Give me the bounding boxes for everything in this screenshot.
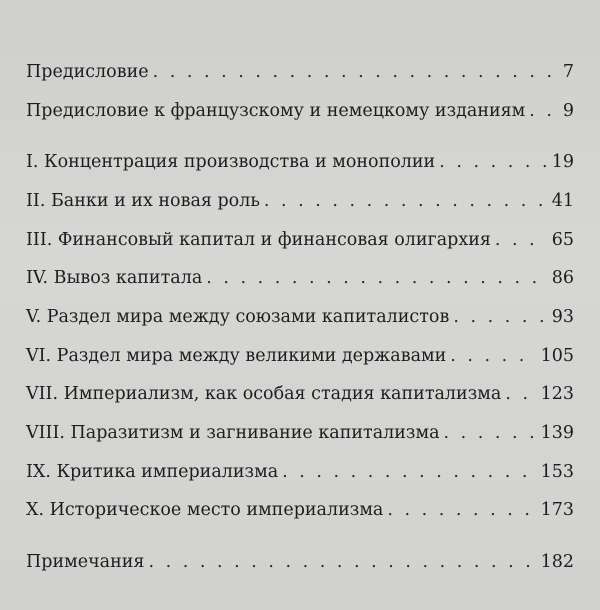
toc-entry-title: II. Банки и их новая роль	[26, 191, 260, 211]
toc-entry-page: 139	[540, 423, 574, 443]
toc-entry-chapter-6	[26, 341, 574, 371]
toc-entry-chapter-9	[26, 457, 574, 487]
bleed-through-text	[230, 6, 560, 28]
toc-entry-title: VII. Империализм, как особая стадия капитализма	[26, 384, 502, 404]
toc-entry-chapter-4	[26, 263, 574, 293]
toc-entry-chapter-1	[26, 147, 574, 177]
toc-entry-chapter-8	[26, 418, 574, 448]
dot-leader	[264, 186, 548, 216]
toc-entry-page: 65	[551, 230, 574, 250]
toc-entry-chapter-7	[26, 379, 574, 409]
dot-leader	[529, 96, 559, 126]
toc-entry-page: 86	[551, 268, 574, 288]
toc-entry-page: 41	[551, 191, 574, 211]
toc-entry-title: IX. Критика империализма	[26, 462, 279, 482]
dot-leader	[148, 547, 536, 577]
toc-entry-title: IV. Вывоз капитала	[26, 268, 203, 288]
toc-entry-chapter-2	[26, 186, 574, 216]
toc-entry-title: X. Историческое место империализма	[26, 500, 384, 520]
toc-entry-title: III. Финансовый капитал и финансовая олигархия	[26, 230, 491, 250]
dot-leader	[387, 495, 536, 525]
toc-entry-notes	[26, 547, 574, 577]
dot-leader	[206, 263, 547, 293]
toc-entry-title: Примечания	[26, 552, 145, 572]
toc-entry-page: 93	[551, 307, 574, 327]
dot-leader	[495, 225, 548, 255]
toc-entry-chapter-3	[26, 225, 574, 255]
toc-entry-page: 7	[562, 62, 574, 82]
toc-entry-chapter-10	[26, 495, 574, 525]
toc-entry-title: V. Раздел мира между союзами капиталистов	[26, 307, 450, 327]
toc-entry-preface	[26, 57, 574, 87]
dot-leader	[453, 302, 547, 332]
toc-entry-page: 153	[540, 462, 574, 482]
toc-entry-title: VIII. Паразитизм и загнивание капитализма	[26, 423, 440, 443]
toc-entry-preface-editions	[26, 96, 574, 126]
toc-entry-page: 19	[551, 152, 574, 172]
toc-entry-chapter-5	[26, 302, 574, 332]
toc-entry-page: 105	[540, 346, 574, 366]
toc-entry-page: 173	[540, 500, 574, 520]
toc-entry-title: I. Концентрация производства и монополии	[26, 152, 436, 172]
toc-entry-title: Предисловие к французскому и немецкому изданиям	[26, 101, 526, 121]
dot-leader	[450, 341, 536, 371]
dot-leader	[153, 57, 559, 87]
toc-entry-page: 123	[540, 384, 574, 404]
dot-leader	[439, 147, 548, 177]
toc-entry-page: 9	[562, 101, 574, 121]
toc-entry-title: Предисловие	[26, 62, 149, 82]
toc-entry-page: 182	[540, 552, 574, 572]
dot-leader	[444, 418, 537, 448]
dot-leader	[282, 457, 536, 487]
dot-leader	[505, 379, 536, 409]
toc-entry-title: VI. Раздел мира между великими державами	[26, 346, 447, 366]
